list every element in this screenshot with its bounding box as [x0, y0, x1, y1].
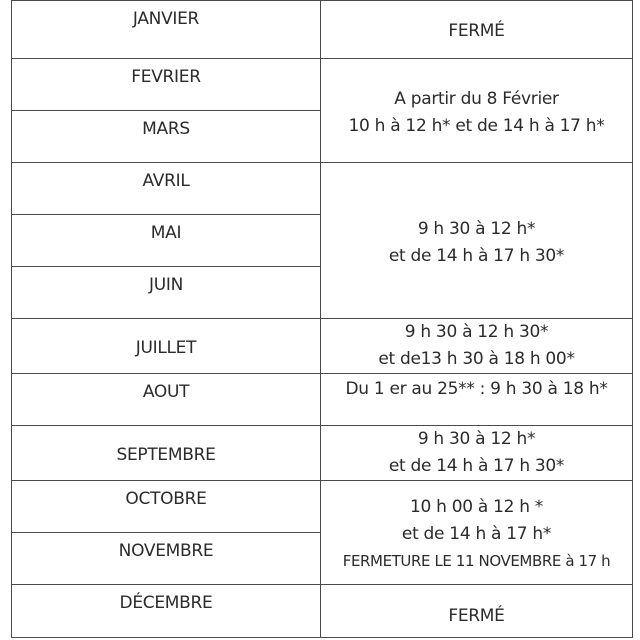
- month-cell-janvier: JANVIER: [12, 1, 321, 59]
- month-cell-juin: JUIN: [12, 267, 321, 319]
- month-cell-decembre: DÉCEMBRE: [12, 585, 321, 638]
- hours-line: et de13 h 30 à 18 h 00*: [378, 349, 575, 369]
- hours-line: FERMETURE LE 11 NOVEMBRE à 17 h: [342, 552, 611, 570]
- hours-line: 9 h 30 à 12 h*: [417, 218, 536, 239]
- month-cell-septembre: SEPTEMBRE: [12, 426, 321, 481]
- hours-cell-decembre: [321, 585, 633, 638]
- hours-line: FERMÉ: [448, 21, 505, 41]
- hours-line: et de 14 h à 17 h 30*: [388, 245, 565, 266]
- hours-cell-juillet: [321, 319, 633, 374]
- table-row: [12, 585, 633, 638]
- table-row: [12, 481, 633, 533]
- hours-line: Du 1 er au 25** : 9 h 30 à 18 h*: [345, 379, 608, 399]
- month-cell-octobre: OCTOBRE: [12, 481, 321, 533]
- hours-line: 10 h à 12 h* et de 14 h à 17 h*: [348, 115, 605, 136]
- month-cell-juillet: JUILLET: [12, 319, 321, 374]
- hours-line: 9 h 30 à 12 h 30*: [404, 322, 549, 342]
- hours-line: et de 14 h à 17 h 30*: [388, 456, 565, 476]
- table-row: [12, 319, 633, 374]
- month-cell-avril: AVRIL: [12, 163, 321, 215]
- hours-line: et de 14 h à 17 h*: [401, 524, 552, 544]
- hours-cell-septembre: [321, 426, 633, 481]
- table-row: [12, 59, 633, 111]
- table-row: [12, 1, 633, 59]
- hours-cell-aout: [321, 374, 633, 426]
- month-cell-mai: MAI: [12, 215, 321, 267]
- hours-line: 9 h 30 à 12 h*: [417, 429, 536, 449]
- hours-line: A partir du 8 Février: [394, 88, 559, 109]
- hours-line: FERMÉ: [448, 605, 505, 626]
- table-row: [12, 374, 633, 426]
- month-cell-fevrier: FEVRIER: [12, 59, 321, 111]
- hours-cell-avril-juin: [321, 163, 633, 319]
- hours-cell-janvier: [321, 1, 633, 59]
- opening-hours-table: [11, 0, 633, 638]
- month-cell-novembre: NOVEMBRE: [12, 533, 321, 585]
- month-cell-aout: AOUT: [12, 374, 321, 426]
- hours-line: 10 h 00 à 12 h *: [410, 497, 543, 517]
- hours-cell-fevrier-mars: [321, 59, 633, 163]
- table-row: [12, 163, 633, 215]
- hours-cell-octobre-novembre: [321, 481, 633, 585]
- table-row: [12, 426, 633, 481]
- month-cell-mars: MARS: [12, 111, 321, 163]
